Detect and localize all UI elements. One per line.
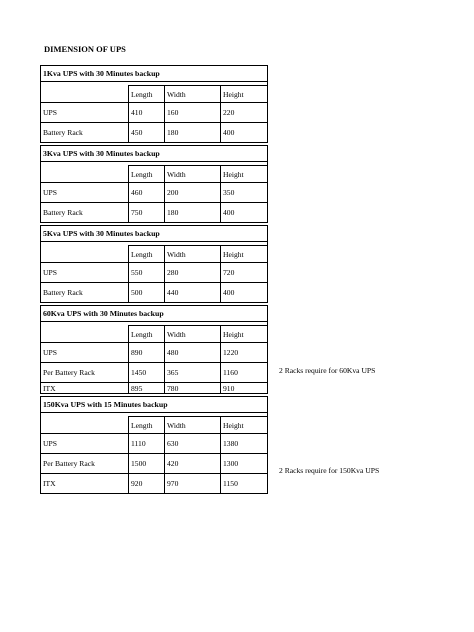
row-label: UPS bbox=[41, 183, 129, 203]
cell-value: 1150 bbox=[221, 474, 268, 494]
col-header-length: Length bbox=[129, 86, 165, 103]
cell-value: 630 bbox=[165, 434, 221, 454]
cell-value: 180 bbox=[165, 203, 221, 223]
cell-value: 1450 bbox=[129, 363, 165, 383]
row-label: Per Battery Rack bbox=[41, 363, 129, 383]
cell-value: 450 bbox=[129, 123, 165, 143]
col-header-height: Height bbox=[221, 326, 268, 343]
row-label: Battery Rack bbox=[41, 203, 129, 223]
cell-value: 410 bbox=[129, 103, 165, 123]
row-label: UPS bbox=[41, 343, 129, 363]
cell-value: 550 bbox=[129, 263, 165, 283]
col-header-length: Length bbox=[129, 326, 165, 343]
row-label: Per Battery Rack bbox=[41, 454, 129, 474]
cell-value: 890 bbox=[129, 343, 165, 363]
cell-value: 970 bbox=[165, 474, 221, 494]
cell-value: 1160 bbox=[221, 363, 268, 383]
cell-value: 480 bbox=[165, 343, 221, 363]
row-label: Battery Rack bbox=[41, 123, 129, 143]
cell-value: 920 bbox=[129, 474, 165, 494]
cell-value: 500 bbox=[129, 283, 165, 303]
note-150kva-racks: 2 Racks require for 150Kva UPS bbox=[279, 466, 380, 475]
cell-value: 460 bbox=[129, 183, 165, 203]
ups-150kva-table bbox=[40, 396, 268, 494]
cell-value: 220 bbox=[221, 103, 268, 123]
row-label: Battery Rack bbox=[41, 283, 129, 303]
section-heading: 5Kva UPS with 30 Minutes backup bbox=[41, 226, 268, 242]
cell-value: 350 bbox=[221, 183, 268, 203]
ups-5kva-table bbox=[40, 225, 268, 303]
cell-value: 750 bbox=[129, 203, 165, 223]
col-header-length: Length bbox=[129, 417, 165, 434]
cell-value: 200 bbox=[165, 183, 221, 203]
col-header-height: Height bbox=[221, 166, 268, 183]
cell-value: 420 bbox=[165, 454, 221, 474]
cell-value: 440 bbox=[165, 283, 221, 303]
col-header-length: Length bbox=[129, 166, 165, 183]
cell-value: 180 bbox=[165, 123, 221, 143]
col-header-width: Width bbox=[165, 417, 221, 434]
ups-3kva-table bbox=[40, 145, 268, 223]
col-header-height: Height bbox=[221, 246, 268, 263]
col-header-width: Width bbox=[165, 246, 221, 263]
section-heading: 60Kva UPS with 30 Minutes backup bbox=[41, 306, 268, 322]
cell-value: 400 bbox=[221, 283, 268, 303]
col-header-height: Height bbox=[221, 86, 268, 103]
cell-value: 720 bbox=[221, 263, 268, 283]
cell-value: 1220 bbox=[221, 343, 268, 363]
cell-value: 895 bbox=[129, 383, 165, 394]
cell-value: 400 bbox=[221, 123, 268, 143]
cell-value: 280 bbox=[165, 263, 221, 283]
note-60kva-racks: 2 Racks require for 60Kva UPS bbox=[279, 366, 376, 375]
cell-value: 365 bbox=[165, 363, 221, 383]
col-header-width: Width bbox=[165, 166, 221, 183]
cell-value: 160 bbox=[165, 103, 221, 123]
col-header-height: Height bbox=[221, 417, 268, 434]
row-label: UPS bbox=[41, 434, 129, 454]
cell-value: 1500 bbox=[129, 454, 165, 474]
cell-value: 1110 bbox=[129, 434, 165, 454]
row-label: UPS bbox=[41, 103, 129, 123]
col-header-width: Width bbox=[165, 326, 221, 343]
col-header-width: Width bbox=[165, 86, 221, 103]
section-heading: 150Kva UPS with 15 Minutes backup bbox=[41, 397, 268, 413]
cell-value: 400 bbox=[221, 203, 268, 223]
row-label: ITX bbox=[41, 474, 129, 494]
cell-value: 1300 bbox=[221, 454, 268, 474]
cell-value: 1380 bbox=[221, 434, 268, 454]
col-header-length: Length bbox=[129, 246, 165, 263]
section-heading: 1Kva UPS with 30 Minutes backup bbox=[41, 66, 268, 82]
section-heading: 3Kva UPS with 30 Minutes backup bbox=[41, 146, 268, 162]
document-title: DIMENSION OF UPS bbox=[44, 44, 126, 54]
row-label: UPS bbox=[41, 263, 129, 283]
cell-value: 910 bbox=[221, 383, 268, 394]
ups-1kva-table bbox=[40, 65, 268, 143]
cell-value: 780 bbox=[165, 383, 221, 394]
ups-60kva-table bbox=[40, 305, 268, 394]
row-label: ITX bbox=[41, 383, 129, 394]
